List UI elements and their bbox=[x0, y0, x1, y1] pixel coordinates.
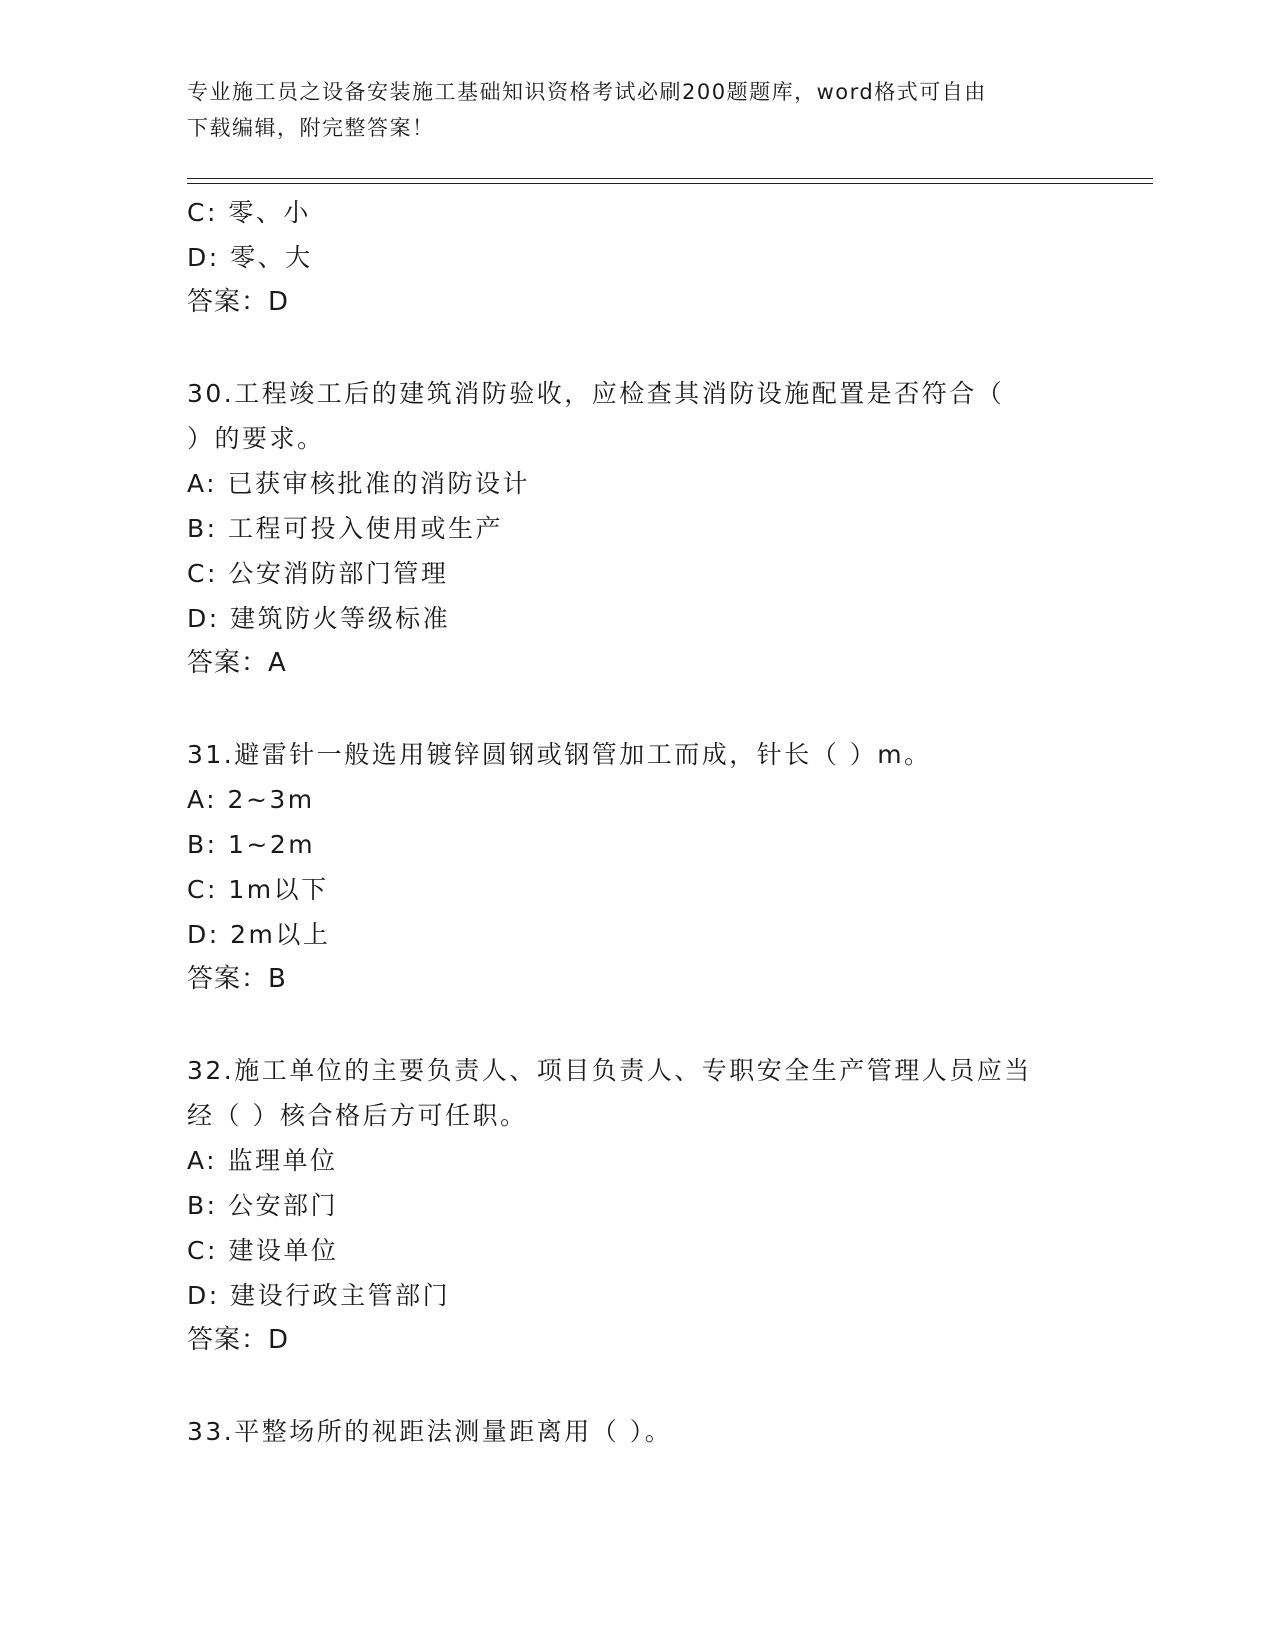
question-list bbox=[187, 190, 1087, 1454]
option-c: C: 零、小 bbox=[187, 198, 311, 227]
question-30 bbox=[187, 371, 1087, 686]
option-b: B: 公安部门 bbox=[187, 1191, 339, 1220]
header-divider-top bbox=[187, 178, 1153, 179]
option-b: B: 1~2m bbox=[187, 830, 316, 859]
option-a: A: 已获审核批准的消防设计 bbox=[187, 469, 531, 498]
option-b: B: 工程可投入使用或生产 bbox=[187, 514, 504, 543]
option-c: C: 建设单位 bbox=[187, 1236, 339, 1265]
spacer bbox=[187, 1363, 1087, 1409]
option-c: C: 公安消防部门管理 bbox=[187, 559, 449, 588]
option-d: D: 建筑防火等级标准 bbox=[187, 604, 451, 633]
question-stem-line-1: 32.施工单位的主要负责人、项目负责人、专职安全生产管理人员应当 bbox=[187, 1056, 1032, 1085]
spacer bbox=[187, 1002, 1087, 1048]
option-a: A: 2~3m bbox=[187, 785, 315, 814]
spacer bbox=[187, 686, 1087, 732]
header-line-1: 专业施工员之设备安装施工基础知识资格考试必刷200题题库，word格式可自由 bbox=[187, 80, 987, 104]
question-stem-line-1: 30.工程竣工后的建筑消防验收，应检查其消防设施配置是否符合（ bbox=[187, 379, 1005, 408]
header-divider-bottom bbox=[187, 183, 1153, 184]
option-a: A: 监理单位 bbox=[187, 1146, 338, 1175]
answer-label: 答案：B bbox=[187, 964, 287, 994]
option-c: C: 1m以下 bbox=[187, 875, 329, 904]
question-32 bbox=[187, 1048, 1087, 1363]
document-header bbox=[187, 74, 1087, 146]
answer-label: 答案：D bbox=[187, 287, 290, 317]
question-33 bbox=[187, 1409, 1087, 1454]
question-stem-line-2: 经（ ）核合格后方可任职。 bbox=[187, 1101, 528, 1130]
question-stem-line-1: 31.避雷针一般选用镀锌圆钢或钢管加工而成，针长（ ）m。 bbox=[187, 740, 932, 769]
question-stem-line-2: ）的要求。 bbox=[187, 424, 325, 453]
option-d: D: 2m以上 bbox=[187, 920, 331, 949]
header-line-2: 下载编辑，附完整答案！ bbox=[187, 116, 435, 140]
question-31 bbox=[187, 732, 1087, 1002]
answer-label: 答案：A bbox=[187, 648, 287, 678]
previous-question-tail bbox=[187, 190, 1087, 325]
question-stem-line-1: 33.平整场所的视距法测量距离用（ ）。 bbox=[187, 1417, 673, 1446]
answer-label: 答案：D bbox=[187, 1325, 290, 1355]
option-d: D: 建设行政主管部门 bbox=[187, 1281, 451, 1310]
option-d: D: 零、大 bbox=[187, 243, 313, 272]
spacer bbox=[187, 325, 1087, 371]
